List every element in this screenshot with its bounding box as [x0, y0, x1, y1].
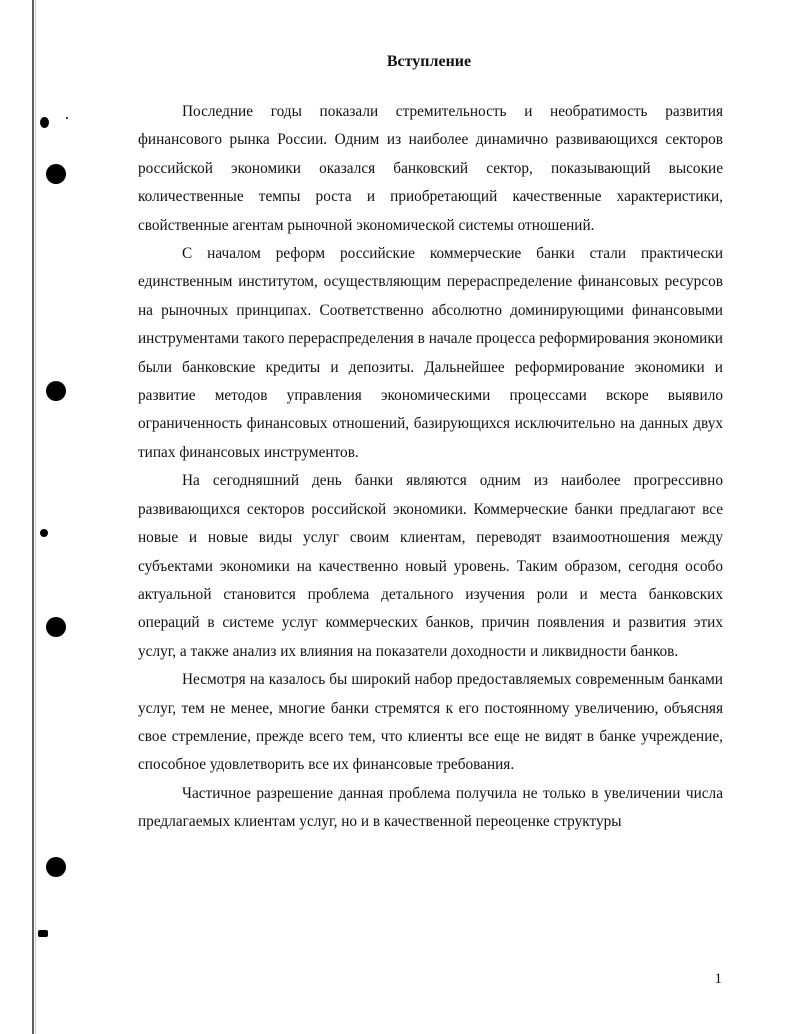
scan-speck [40, 529, 48, 537]
punch-hole-icon [46, 617, 66, 637]
punch-hole-icon [46, 857, 66, 877]
page-title: Вступление [386, 52, 472, 70]
paragraph: С началом реформ российские коммерческие банки стали практически единственным институтом, осуществляющим перераспределение финансовых ресурсов на рыночных принципах. Соответственно абсолютно доминирующими финансовыми инструментами такого перераспределения в начале процесса реформирования экономики были банковские кредиты и депозиты. Дальнейшее реформирование экономики и развитие методов управления экономическими процессами вскоре выявило ограниченность финансовых отношений, базирующихся исключительно на данных двух типах финансовых инструментов. [138, 245, 723, 461]
punch-hole-icon [46, 381, 66, 401]
scan-margin-line-faint [35, 0, 36, 1034]
paragraph: На сегодняшний день банки являются одним из наиболее прогрессивно развивающихся секторов российской экономики. Коммерческие банки предлагают все новые и новые виды услуг своим клиентам, переводят взаимоотношения между субъектами экономики на качественно новый уровень. Таким образом, сегодня особо актуальной становится проблема детального изучения роли и места банковских операций в системе услуг коммерческих банков, причин появления и развития этих услуг, а также анализ их влияния на показатели доходности и ликвидности банков. [138, 472, 723, 660]
scan-speck [40, 117, 49, 128]
paragraph: Частичное разрешение данная проблема получила не только в увеличении числа предлагаемых клиентам услуг, но и в качественной переоценке структуры [138, 784, 723, 831]
scan-margin-line [32, 0, 34, 1034]
paragraph: Последние годы показали стремительность и необратимость развития финансового рынка России. Одним из наиболее динамично развивающихся секторов российской экономики оказался банковский сектор, показывающий высокие количественные темпы роста и приобретающий качественные характеристики, свойственные агентам рыночной экономической системы отношений. [138, 103, 723, 234]
punch-hole-icon [46, 164, 66, 184]
paragraph: Несмотря на казалось бы широкий набор предоставляемых современным банками услуг, тем не менее, многие банки стремятся к его постоянному увеличению, объясняя свое стремление, прежде всего тем, что клиенты все еще не видят в банке учреждение, способное удовлетворить все их финансовые требования. [138, 671, 723, 774]
scan-speck [66, 117, 68, 119]
page-number: 1 [714, 971, 722, 987]
scan-speck [38, 930, 48, 937]
document-body [138, 98, 723, 837]
